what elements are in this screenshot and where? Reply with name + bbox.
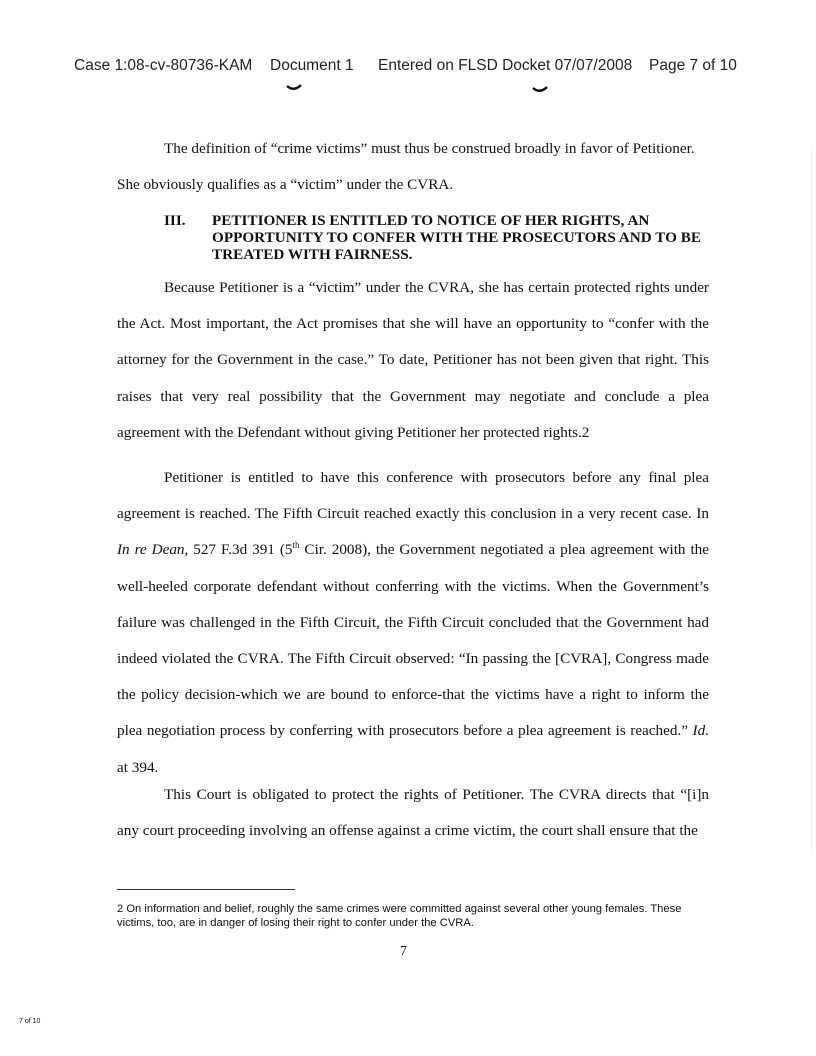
footnote: 2 On information and belief, roughly the same crimes were committed against several other young females. These victims, too, are in danger of losing their right to confer under the CVRA. xyxy=(117,903,682,929)
paragraph-2 xyxy=(117,460,709,786)
case-name: In re Dean xyxy=(117,541,185,559)
ordinal-suffix: th xyxy=(292,540,300,551)
section-title: PETITIONER IS ENTITLED TO NOTICE OF HER RIGHTS, AN OPPORTUNITY TO CONFER WITH THE PROSECUTORS AND TO BE TREATED WITH FAIRNESS. xyxy=(212,212,701,263)
case-number: Case 1:08-cv-80736-KAM xyxy=(74,57,253,74)
body-line-1: The definition of “crime victims” must thus be construed broadly in favor of Petitioner. xyxy=(164,140,695,157)
scan-page-label: 7 of 10 xyxy=(19,1018,41,1025)
pin-cite: at 394. xyxy=(117,758,159,776)
id-citation: Id. xyxy=(692,722,709,740)
citation: , 527 F.3d 391 (5 xyxy=(184,541,293,559)
body-line-2: She obviously qualifies as a “victim” under the CVRA. xyxy=(117,176,454,193)
scan-edge xyxy=(811,150,812,850)
scan-mark-left xyxy=(286,84,302,92)
paragraph-1: Because Petitioner is a “victim” under the CVRA, she has certain protected rights under the Act. Most important, the Act promises that she will have an opportunity to “confer with the attorney for the Government in the case.” To date, Petitioner has not been given that right. This raises that very real possibility that the Government may negotiate and conclude a plea agreement with the Defendant without giving Petitioner her protected rights.2 xyxy=(117,279,709,441)
section-number: III. xyxy=(164,212,186,229)
page-of-total: Page 7 of 10 xyxy=(649,57,737,74)
paragraph-2-text: Petitioner is entitled to have this conference with prosecutors before any final plea agreement is reached. The Fifth Circuit reached exactly this conclusion in a very recent case. In xyxy=(117,469,709,523)
page-number: 7 xyxy=(400,944,407,959)
paragraph-2-continued: Cir. 2008), the Government negotiated a plea agreement with the well-heeled corporate defendant without conferring with the victims. When the Government’s failure was challenged in the Fifth Circuit, the Fifth Circuit concluded that the Government had indeed violated the CVRA. The Fifth Circuit observed: “In passing the [CVRA], Congress made the policy decision-which we are bound to enforce-that the victims have a right to inform the plea negotiation process by conferring with prosecutors before a plea agreement is reached.” xyxy=(117,541,709,740)
document-number: Document 1 xyxy=(270,57,354,74)
docket-entry: Entered on FLSD Docket 07/07/2008 xyxy=(378,57,633,74)
footnote-divider xyxy=(117,889,295,890)
scan-mark-right xyxy=(532,86,548,94)
paragraph-3: This Court is obligated to protect the rights of Petitioner. The CVRA directs that “[i]n any court proceeding involving an offense against a crime victim, the court shall ensure that the xyxy=(117,786,709,840)
